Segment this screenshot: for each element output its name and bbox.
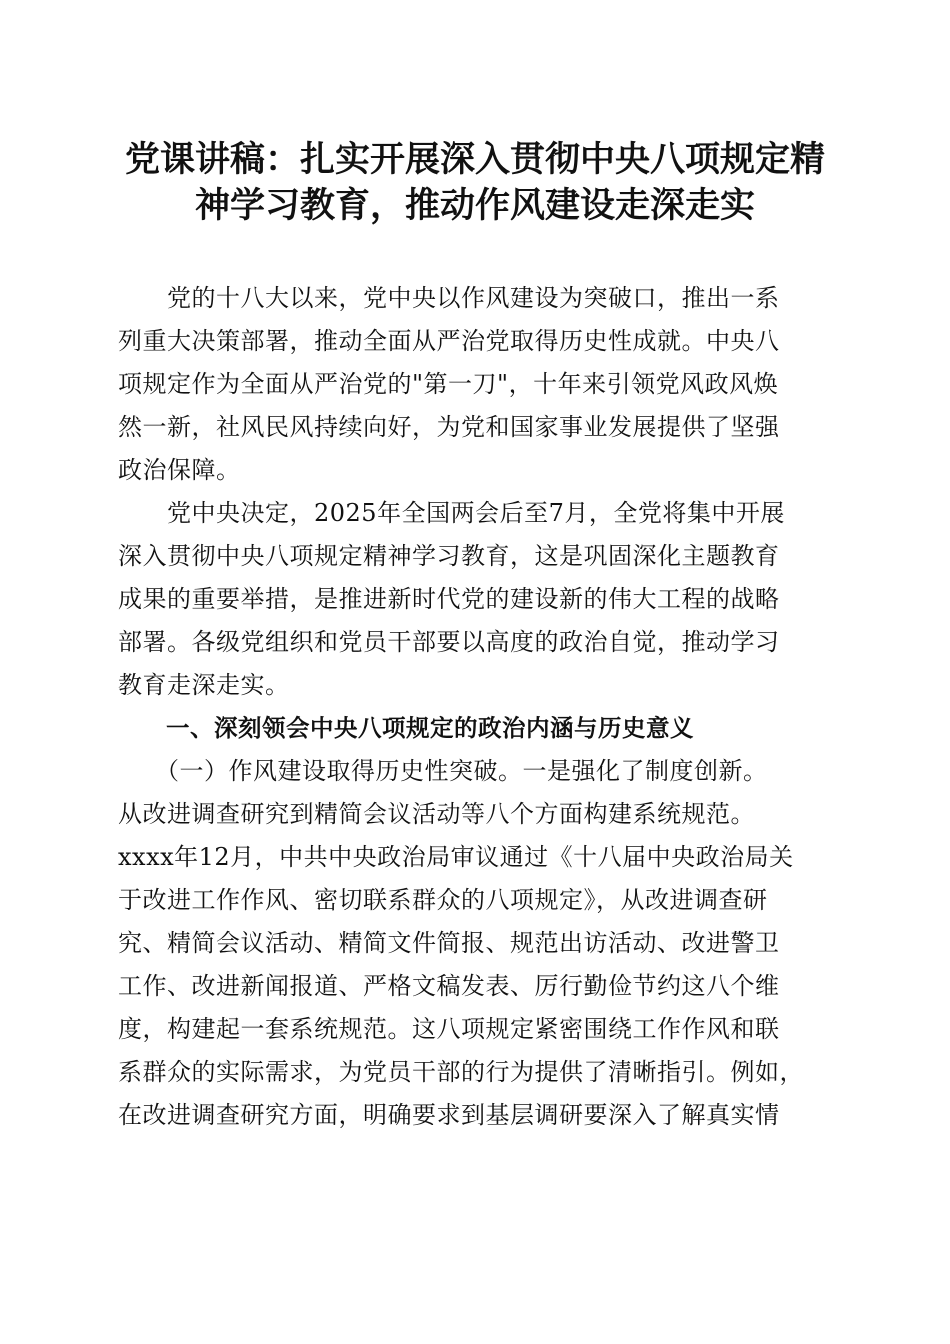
- document-title-line-1: 党课讲稿：扎实开展深入贯彻中央八项规定精: [124, 139, 825, 180]
- paragraph-2-line-5: 教育走深走实。: [118, 671, 290, 699]
- paragraph-1-line-1: 党的十八大以来，党中央以作风建设为突破口，推出一系: [118, 284, 780, 312]
- paragraph-3-line-1: （一）作风建设取得历史性突破。一是强化了制度创新。: [118, 757, 768, 785]
- section-heading-1: 一、深刻领会中央八项规定的政治内涵与历史意义: [118, 714, 694, 742]
- document-body: [118, 277, 838, 1137]
- paragraph-3-line-5: 究、精简会议活动、精简文件简报、规范出访活动、改进警卫: [118, 929, 780, 957]
- paragraph-3-line-2: 从改进调查研究到精简会议活动等八个方面构建系统规范。: [118, 800, 755, 828]
- paragraph-3-line-6: 工作、改进新闻报道、严格文稿发表、厉行勤俭节约这八个维: [118, 972, 780, 1000]
- paragraph-1-line-4: 然一新，社风民风持续向好，为党和国家事业发展提供了坚强: [118, 413, 780, 441]
- paragraph-1-line-5: 政治保障。: [118, 456, 241, 484]
- document-title-line-2: 神学习教育，推动作风建设走深走实: [194, 185, 755, 226]
- paragraph-2-line-4: 部署。各级党组织和党员干部要以高度的政治自觉，推动学习: [118, 628, 780, 656]
- paragraph-1-line-3: 项规定作为全面从严治党的"第一刀"，十年来引领党风政风焕: [118, 370, 779, 398]
- paragraph-3-line-4: 于改进工作作风、密切联系群众的八项规定》，从改进调查研: [118, 886, 768, 914]
- paragraph-3-line-8: 系群众的实际需求，为党员干部的行为提供了清晰指引。例如，: [118, 1058, 804, 1086]
- paragraph-2-line-3: 成果的重要举措，是推进新时代党的建设新的伟大工程的战略: [118, 585, 780, 613]
- paragraph-3-line-3: xxxx年12月，中共中央政治局审议通过《十八届中央政治局关: [118, 843, 794, 871]
- paragraph-1-line-2: 列重大决策部署，推动全面从严治党取得历史性成就。中央八: [118, 327, 780, 355]
- paragraph-2-line-1: 党中央决定，2025年全国两会后至7月，全党将集中开展: [118, 499, 785, 527]
- paragraph-3-line-7: 度，构建起一套系统规范。这八项规定紧密围绕工作作风和联: [118, 1015, 780, 1043]
- paragraph-2-line-2: 深入贯彻中央八项规定精神学习教育，这是巩固深化主题教育: [118, 542, 780, 570]
- paragraph-3-line-9: 在改进调查研究方面，明确要求到基层调研要深入了解真实情: [118, 1101, 780, 1129]
